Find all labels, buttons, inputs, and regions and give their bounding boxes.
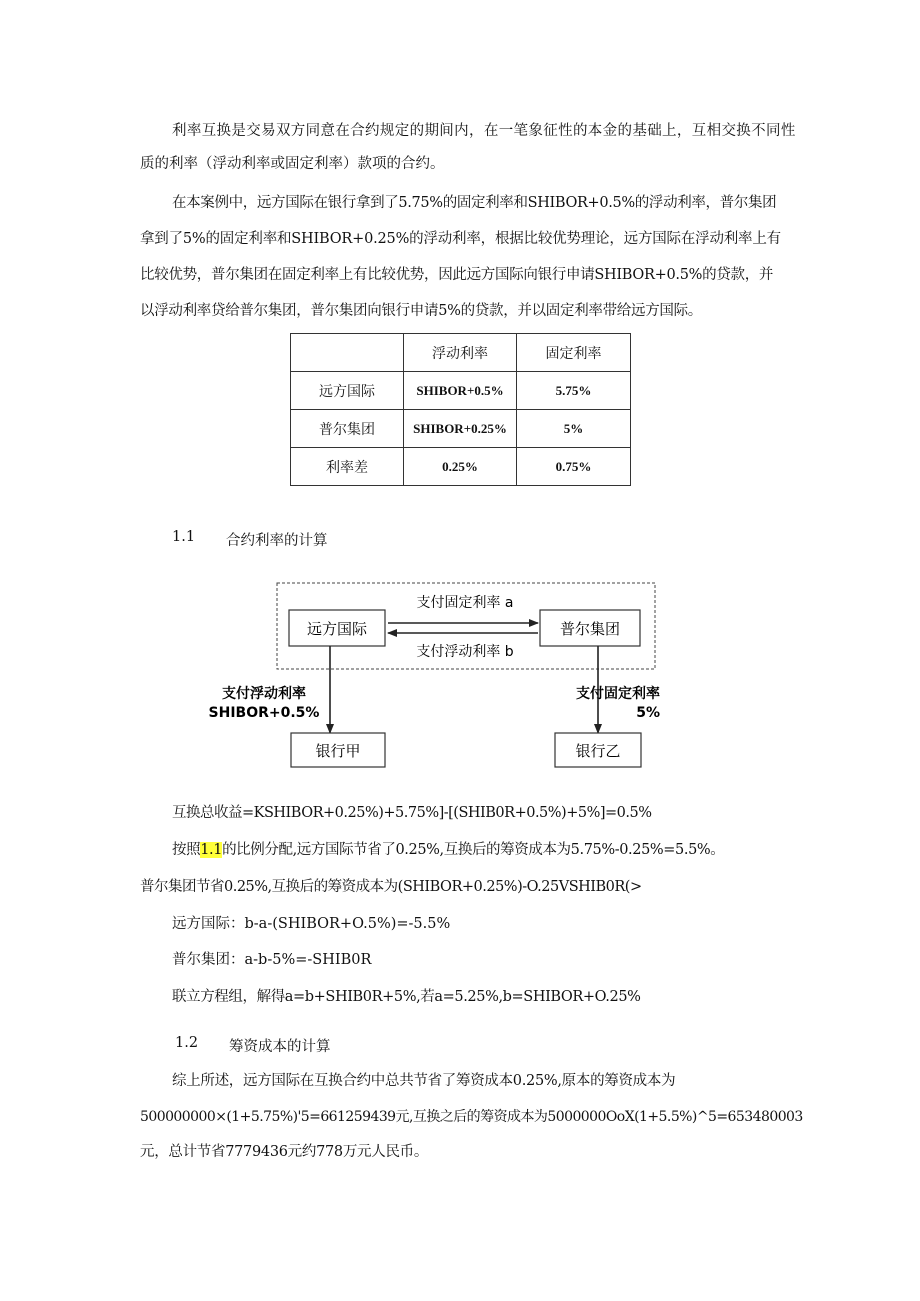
swap-flow-diagram <box>200 575 670 775</box>
table-header-cell: 浮动利率 <box>404 334 517 372</box>
calc-puer: 普尔集团节省0.25%,互换后的筹资成本为(SHIBOR+0.25%)-O.25VSHIB0R(> <box>140 879 642 895</box>
table-row <box>291 448 631 486</box>
rates-table <box>290 333 631 486</box>
section-2-title: 筹资成本的计算 <box>229 1039 331 1055</box>
table-cell-fixed: 0.75% <box>517 448 631 486</box>
table-header-row <box>291 334 631 372</box>
table-cell-floating: SHIBOR+0.25% <box>404 410 517 448</box>
right-label-2: 5% <box>636 705 660 721</box>
table-cell-floating: 0.25% <box>404 448 517 486</box>
summary-line-1: 综上所述，远方国际在互换合约中总共节省了筹资成本0.25%,原本的筹资成本为 <box>172 1073 676 1089</box>
table-cell-fixed: 5% <box>517 410 631 448</box>
case-line-2: 拿到了5%的固定利率和SHIBOR+0.25%的浮动利率，根据比较优势理论，远方国际在浮动利率上有 <box>140 231 781 247</box>
arrow-bottom-label: 支付浮动利率 b <box>416 644 514 660</box>
table-row-label: 普尔集团 <box>291 410 404 448</box>
calc-equation-2: 普尔集团：a-b-5%=-SHIB0R <box>172 952 372 968</box>
table-header-cell <box>291 334 404 372</box>
bank-b-label: 银行乙 <box>575 742 621 760</box>
calc-equation-1: 远方国际：b-a-(SHIBOR+O.5%)=-5.5% <box>172 916 451 932</box>
case-line-3: 比较优势，普尔集团在固定利率上有比较优势，因此远方国际向银行申请SHIBOR+0.5%的贷款，并 <box>140 267 774 283</box>
alloc-highlight: 1.1 <box>200 842 223 858</box>
calc-total: 互换总收益=KSHIBOR+0.25%)+5.75%]-[(SHIB0R+0.5%)+5%]=0.5% <box>172 805 652 821</box>
section-1-number: 1.1 <box>172 529 196 545</box>
calc-allocation <box>172 841 724 859</box>
table-cell-floating: SHIBOR+0.5% <box>404 372 517 410</box>
table-row <box>291 410 631 448</box>
section-2-number: 1.2 <box>175 1035 199 1051</box>
summary-line-3: 元，总计节省7779436元约778万元人民币。 <box>140 1144 429 1160</box>
case-line-1: 在本案例中，远方国际在银行拿到了5.75%的固定利率和SHIBOR+0.5%的浮动利率，普尔集团 <box>172 195 777 211</box>
party-b-label: 普尔集团 <box>559 620 621 638</box>
section-1-title: 合约利率的计算 <box>226 533 328 549</box>
arrow-top-label: 支付固定利率 a <box>416 595 514 611</box>
calc-solution: 联立方程组，解得a=b+SHIB0R+5%,若a=5.25%,b=SHIBOR+O.25% <box>172 989 641 1005</box>
table-row-label: 远方国际 <box>291 372 404 410</box>
right-label-1: 支付固定利率 <box>576 686 660 702</box>
party-a-label: 远方国际 <box>306 620 368 638</box>
intro-line-2: 质的利率（浮动利率或固定利率）款项的合约。 <box>140 156 445 172</box>
alloc-prefix: 按照 <box>172 842 201 858</box>
table-row-label: 利率差 <box>291 448 404 486</box>
left-label-1: 支付浮动利率 <box>222 686 306 702</box>
alloc-suffix: 的比例分配,远方国际节省了0.25%,互换后的筹资成本为5.75%-0.25%=5.5%。 <box>222 842 725 858</box>
case-line-4: 以浮动利率贷给普尔集团，普尔集团向银行申请5%的贷款，并以固定利率带给远方国际。 <box>140 303 703 319</box>
intro-line-1: 利率互换是交易双方同意在合约规定的期间内，在一笔象征性的本金的基础上，互相交换不同性 <box>172 123 796 139</box>
bank-a-label: 银行甲 <box>315 742 361 760</box>
summary-line-2: 500000000×(1+5.75%)'5=661259439元,互换之后的筹资成本为5000000OoX(1+5.5%)^5=653480003 <box>140 1109 803 1125</box>
table-row <box>291 372 631 410</box>
left-label-2: SHIBOR+0.5% <box>208 705 320 721</box>
table-header-cell: 固定利率 <box>517 334 631 372</box>
table-cell-fixed: 5.75% <box>517 372 631 410</box>
